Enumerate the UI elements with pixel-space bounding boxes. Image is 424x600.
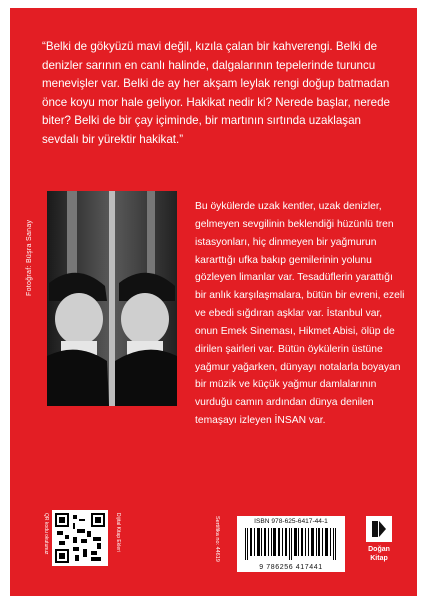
publisher-name-line2: Kitap	[370, 555, 388, 562]
qr-caption-left: QR kodu okutunuz	[43, 513, 49, 555]
photo-credit: Fotoğraf: Büşra Sanay	[26, 219, 33, 296]
qr-caption-right: Dijital Kitap Ekleri	[115, 513, 121, 552]
barcode	[237, 516, 345, 572]
publisher-name-line1: Doğan	[368, 546, 390, 553]
qr-code-icon	[55, 513, 105, 563]
back-cover	[10, 8, 417, 596]
cover-quote: “Belki de gökyüzü mavi değil, kızıla çalan bir kahverengi. Belki de denizler sarının en canlı halinde, dalgalarının tepelerinde turuncu menevişler var. Belki de ay her akşam leylak rengi doğup batmadan önce koyu mor hale geliyor. Hakikat nedir ki? Nerede başlar, nerede biter? Belki de bir çay içiminde, bir martının sırtında uzaklaşan sevdalı bir yürektir hakikat.”	[42, 40, 391, 146]
book-description: Bu öykülerde uzak kentler, uzak denizler, gelmeyen sevgilinin beklendiği hüzünlü tren istasyonları, hiç dinmeyen bir yağmurun kararttığı ufka bakıp gemilerinin yolunu gözleyen limanlar var. Tesadüflerin yarattığı bir anlık karşılaşmalara, bütün bir evreni, ezeli ve ebedi sığdıran aşklar var. İstanbul var, onun Emek Sineması, Hikmet Abisi, ölüp de dirilen şairleri var. Bütün öykülerin üstüne yağmur yağarken, dünyayı notalarla boyayan bir müzik ve küçük yağmur damlalarının vurduğu camın ardından dünya denilen temaşayı izleyen İNSAN var.	[195, 201, 405, 427]
publisher-logo	[360, 516, 398, 566]
author-photo	[47, 191, 177, 406]
isbn-label: ISBN 978-625-6417-44-1	[254, 518, 328, 525]
publisher-logo-icon	[366, 516, 392, 542]
qr-code[interactable]	[52, 510, 108, 566]
barcode-icon	[245, 528, 337, 560]
barcode-number: 9 786256 417441	[259, 564, 323, 571]
certificate-number: Sertifika no: 44619	[214, 516, 220, 562]
